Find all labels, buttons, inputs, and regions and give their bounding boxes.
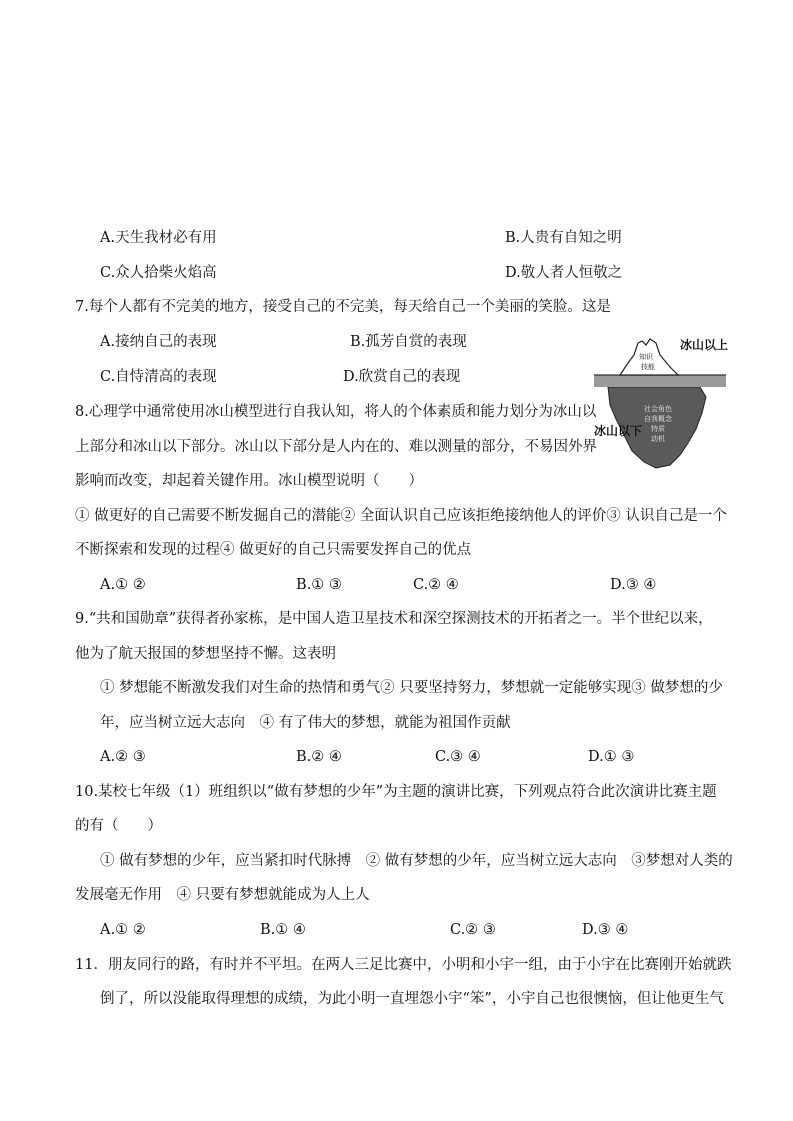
- label-above-water: 冰山以上: [679, 338, 728, 352]
- q9-stem-line-2: 他为了航天报国的梦想坚持不懈。这表明: [75, 646, 336, 662]
- q10-stem-line-1: 10.某校七年级（1）班组织以“做有梦想的少年”为主题的演讲比赛，下列观点符合此次演讲比赛主题: [75, 784, 717, 800]
- q7-stem: 7.每个人都有不完美的地方，接受自己的不完美，每天给自己一个美丽的笑脸。这是: [75, 299, 611, 315]
- q9-statements-line-1: ① 梦想能不断激发我们对生命的热情和勇气② 只要坚持努力，梦想就一定能够实现③ 做梦想的少: [100, 680, 723, 696]
- q8-stem-line-3: 影响而改变，却起着关键作用。冰山模型说明（ ）: [75, 473, 423, 489]
- q9-option-a: A.② ③: [100, 749, 146, 765]
- q8-statements-line-1: ① 做更好的自己需要不断发掘自己的潜能② 全面认识自己应该拒绝接纳他人的评价③ 认识自己是一个: [75, 508, 727, 524]
- water-band: [594, 375, 726, 387]
- q7-option-b: B.孤芳自赏的表现: [350, 334, 467, 350]
- tip-label-2: 技能: [641, 363, 655, 371]
- q8-statements-line-2: 不断探索和发现的过程④ 做更好的自己只需要发挥自己的优点: [75, 542, 472, 558]
- q9-option-b: B.② ④: [296, 749, 342, 765]
- q6-option-c: C.众人拾柴火焰高: [100, 265, 217, 281]
- base-label-2: 自我概念: [644, 415, 672, 423]
- q11-stem-line-1: 11．朋友同行的路，有时并不平坦。在两人三足比赛中，小明和小宇一组，由于小宇在比赛刚开始就跌: [75, 957, 732, 973]
- q10-option-a: A.① ②: [100, 922, 146, 938]
- iceberg-figure: [590, 325, 730, 475]
- q8-stem-line-2: 上部分和冰山以下部分。冰山以下部分是人内在的、难以测量的部分，不易因外界: [75, 439, 597, 455]
- base-label-1: 社会角色: [644, 405, 672, 413]
- q10-statements-line-2: 发展毫无作用 ④ 只要有梦想就能成为人上人: [75, 887, 370, 903]
- q6-option-b: B.人贵有自知之明: [505, 230, 622, 246]
- q11-stem-line-2: 倒了，所以没能取得理想的成绩，为此小明一直埋怨小宇“笨”，小宇自己也很懊恼，但让他更生气: [100, 991, 724, 1007]
- q10-stem-line-2: 的有（ ）: [75, 818, 162, 834]
- q8-option-a: A.① ②: [100, 577, 146, 593]
- q6-option-a: A.天生我材必有用: [100, 230, 217, 246]
- q10-statements-line-1: ① 做有梦想的少年，应当紧扣时代脉搏 ② 做有梦想的少年，应当树立远大志向 ③梦想对人类的: [100, 853, 733, 869]
- q9-option-c: C.③ ④: [435, 749, 481, 765]
- q7-option-a: A.接纳自己的表现: [100, 334, 217, 350]
- q8-option-b: B.① ③: [296, 577, 342, 593]
- q10-option-b: B.① ④: [260, 922, 306, 938]
- q7-option-c: C.自恃清高的表现: [100, 369, 217, 385]
- q9-statements-line-2: 年，应当树立远大志向 ④ 有了伟大的梦想，就能为祖国作贡献: [100, 715, 511, 731]
- q8-option-c: C.② ④: [413, 577, 459, 593]
- q8-option-d: D.③ ④: [610, 577, 657, 593]
- q10-option-d: D.③ ④: [582, 922, 629, 938]
- base-label-3: 特质: [651, 425, 665, 433]
- iceberg-diagram: [590, 325, 730, 475]
- q9-option-d: D.① ③: [588, 749, 635, 765]
- q6-option-d: D.敬人者人恒敬之: [505, 265, 623, 281]
- q9-stem-line-1: 9.“共和国勋章”获得者孙家栋，是中国人造卫星技术和深空探测技术的开拓者之一。半个世纪以来，: [75, 611, 713, 627]
- q10-option-c: C.② ③: [450, 922, 496, 938]
- q8-stem-line-1: 8.心理学中通常使用冰山模型进行自我认知，将人的个体素质和能力划分为冰山以: [75, 404, 597, 420]
- q7-option-d: D.欣赏自己的表现: [343, 369, 461, 385]
- tip-label-1: 知识: [639, 353, 653, 361]
- label-below-water: 冰山以下: [594, 424, 643, 438]
- base-label-4: 动机: [651, 435, 665, 443]
